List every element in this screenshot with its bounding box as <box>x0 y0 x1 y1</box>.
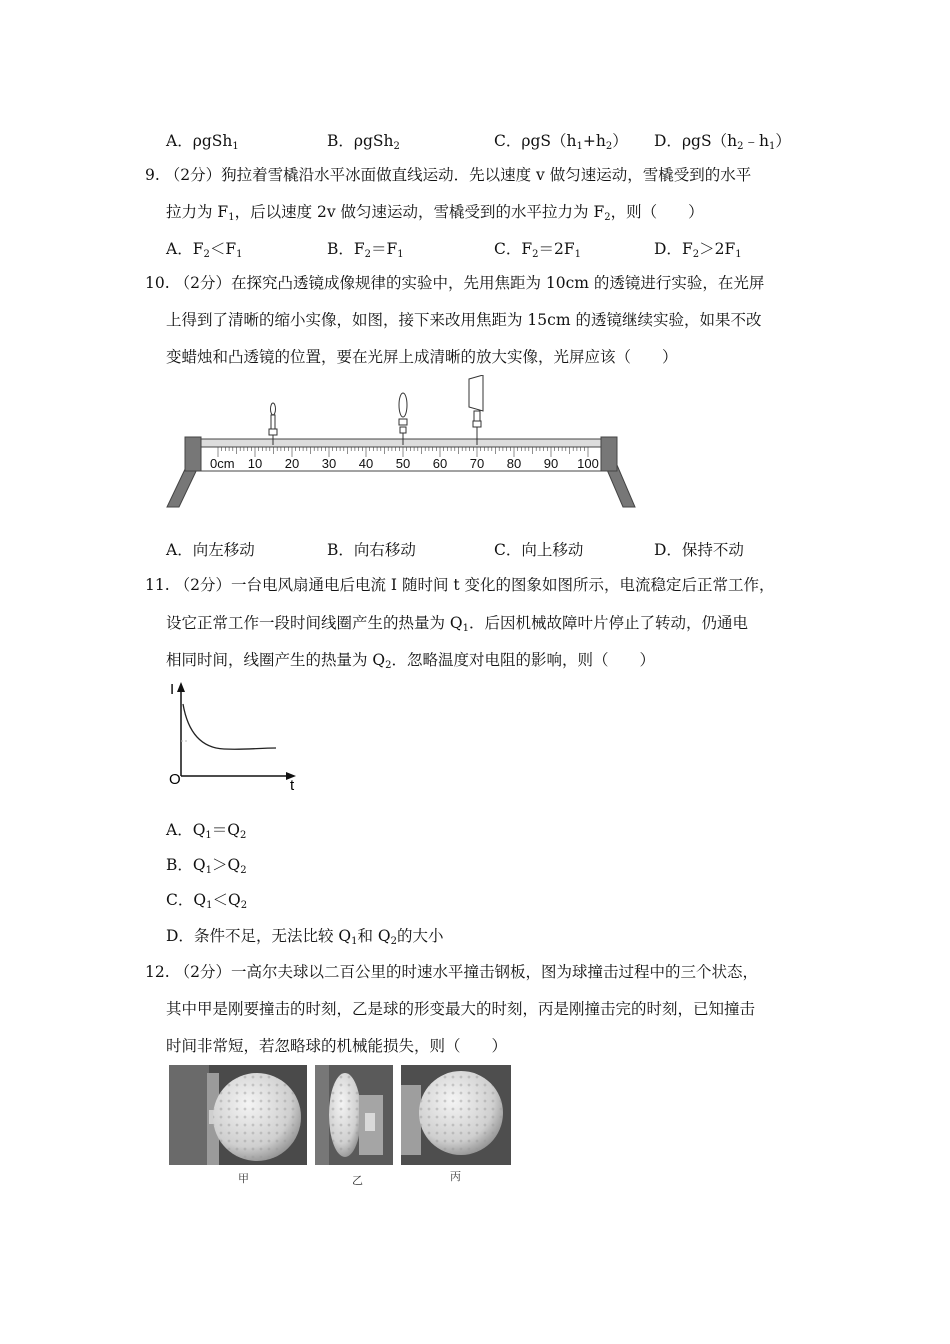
x-axis-label: t <box>290 777 295 793</box>
bench-label: 0cm <box>210 456 235 471</box>
q9-option-b[interactable]: B．$F_2=F_1$ <box>327 240 404 260</box>
q10-stem-line3: 变蜡烛和凸透镜的位置，要在光屏上成清晰的放大实像，光屏应该（ ） <box>166 348 678 366</box>
caption-jia: 甲 <box>238 1172 249 1185</box>
q10-number: 10. <box>145 274 170 292</box>
y-axis-arrow <box>177 682 185 692</box>
q10-option-b[interactable]: B．向右移动 <box>327 541 416 559</box>
q9-stem-line1 <box>145 163 751 185</box>
bench-label: 40 <box>358 456 374 471</box>
q8-option-d[interactable]: D．$\rho gS(h_2﹣h_1)$ <box>654 132 791 152</box>
q11-option-d[interactable]: D．条件不足，无法比较 $Q_1$和 $Q_2$的大小 <box>166 927 444 947</box>
q11-stem-line3: 相同时间，线圈产生的热量为 $Q_2$．忽略温度对电阻的影响，则（ ） <box>166 651 656 671</box>
y-axis-label: I <box>170 681 175 698</box>
q11-option-b[interactable]: B．$Q_1>Q_2$ <box>166 856 247 876</box>
q10-option-a[interactable]: A．向左移动 <box>166 541 255 559</box>
bench-label: 30 <box>321 456 337 471</box>
q12-stem-line2: 其中甲是刚要撞击的时刻，乙是球的形变最大的时刻，丙是刚撞击完的时刻，已知撞击 <box>166 1000 756 1018</box>
origin-label: O <box>169 771 181 788</box>
bench-label: 60 <box>432 456 448 471</box>
q9-option-c[interactable]: C．$F_2=2F_1$ <box>494 240 582 260</box>
bench-label: 80 <box>506 456 522 471</box>
q10-stem-line2: 上得到了清晰的缩小实像，如图，接下来改用焦距为 15cm 的透镜继续实验，如果不改 <box>166 311 762 329</box>
q9-stem-line2: 拉力为 $F_1$，后以速度 2v 做匀速运动，雪橇受到的水平拉力为 $F_2$，则（ ） <box>166 203 704 223</box>
q10-option-d[interactable]: D．保持不动 <box>654 541 744 559</box>
q11-stem-line1: 11. （2分）一台电风扇通电后电流 I 随时间 t 变化的图象如图所示，电流稳定后正常工作， <box>145 576 775 594</box>
bench-rail <box>201 439 601 447</box>
photo-bing <box>401 1065 511 1165</box>
q8-option-c[interactable]: C．$\rho gS(h_1+h_2)$ <box>494 132 628 152</box>
light-screen <box>469 375 483 445</box>
q9-option-a[interactable]: A．$F_2<F_1$ <box>166 240 243 260</box>
q11-number: 11. <box>145 576 170 594</box>
q11-stem-line2: 设它正常工作一段时间线圈产生的热量为 $Q_1$．后因机械故障叶片停止了转动，仍通电 <box>166 614 749 634</box>
bench-label: 20 <box>284 456 300 471</box>
bench-left-end <box>185 437 201 471</box>
golf-ball-photos <box>169 1065 514 1167</box>
q12-stem-line3: 时间非常短，若忽略球的机械能损失，则（ ） <box>166 1037 508 1055</box>
optical-bench-figure <box>165 375 640 510</box>
current-curve <box>183 704 276 749</box>
q11-option-c[interactable]: C．$Q_1<Q_2$ <box>166 891 248 911</box>
bench-label: 100 <box>577 456 599 471</box>
q9-score: （2分） <box>164 166 222 184</box>
q8-option-b[interactable]: B．ρgSh$_2$ <box>327 132 400 152</box>
q9-text: 狗拉着雪橇沿水平冰面做直线运动．先以速度 v 做匀速运动，雪橇受到的水平 <box>221 166 752 184</box>
bench-label: 90 <box>543 456 559 471</box>
bench-label: 50 <box>395 456 411 471</box>
convex-lens <box>399 393 407 445</box>
q12-number: 12. <box>145 963 170 981</box>
caption-bing: 丙 <box>450 1170 461 1183</box>
bench-label: 70 <box>469 456 485 471</box>
photo-yi <box>315 1065 393 1165</box>
bench-right-end <box>601 437 617 471</box>
caption-yi: 乙 <box>352 1174 363 1187</box>
q9-number: 9. <box>145 166 160 184</box>
q10-stem-line1: 10. （2分）在探究凸透镜成像规律的实验中，先用焦距为 10cm 的透镜进行实验，在光屏 <box>145 274 765 292</box>
q10-score: （2分） <box>174 274 231 292</box>
q12-score: （2分） <box>174 963 231 981</box>
q12-stem-line1: 12. （2分）一高尔夫球以二百公里的时速水平撞击钢板，图为球撞击过程中的三个状态， <box>145 963 758 981</box>
photo-jia <box>169 1065 307 1165</box>
current-time-graph <box>164 678 304 793</box>
q11-score: （2分） <box>174 576 231 594</box>
q9-option-d[interactable]: D．$F_2>2F_1$ <box>654 240 742 260</box>
q11-option-a[interactable]: A．$Q_1=Q_2$ <box>166 821 247 841</box>
q8-option-a[interactable]: A．ρgSh$_1$ <box>166 132 239 152</box>
bench-label: 10 <box>247 456 263 471</box>
q10-option-c[interactable]: C．向上移动 <box>494 541 584 559</box>
